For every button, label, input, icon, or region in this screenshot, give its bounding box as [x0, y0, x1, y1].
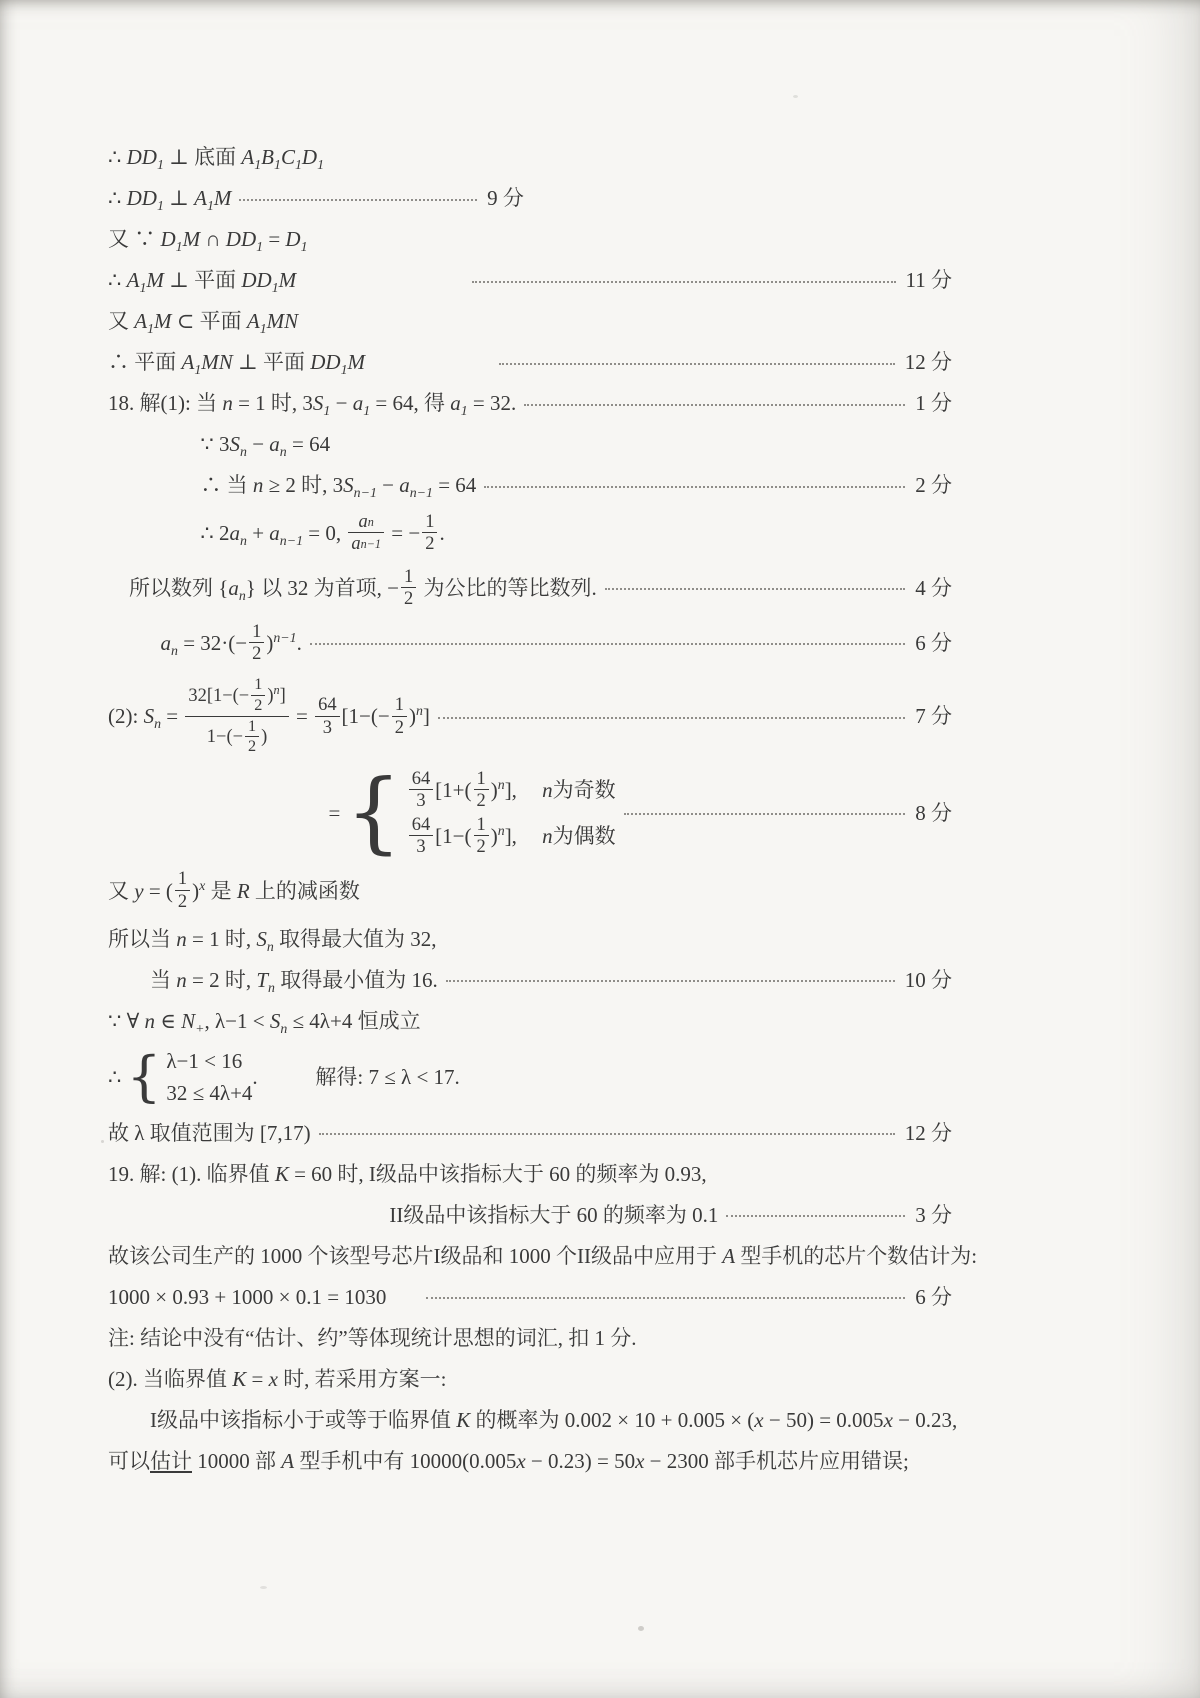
text-run: ∵ $3S_n - a_n = 64$ — [200, 432, 331, 460]
numerator: 1 — [476, 813, 486, 834]
text-run: [1−( — [435, 823, 472, 848]
text-run: 可以 — [108, 1449, 150, 1474]
numerator: 64 — [411, 767, 431, 788]
fraction — [249, 622, 264, 665]
fraction — [185, 676, 288, 756]
document-line — [108, 389, 1000, 418]
cases-rows — [407, 769, 616, 858]
text-run: )$^n$] — [267, 682, 286, 705]
denominator: 2 — [425, 533, 435, 554]
fraction — [474, 769, 489, 812]
score-label: 6 分 — [915, 1285, 952, 1310]
text-run: ∴ 平面 $A_1MN$ ⊥ 平面 $DD_1M$ — [108, 350, 366, 378]
text-run: 10000 部 A 型手机中有 10000(0.005x − 0.23) = 50x − 2300 部手机芯片应用错误; — [192, 1449, 909, 1474]
score-label: 8 分 — [915, 800, 952, 825]
score-label: 11 分 — [905, 268, 952, 293]
fraction — [392, 695, 407, 738]
cases-row — [407, 815, 616, 858]
cases-block — [126, 1043, 253, 1108]
text-run: 注: 结论中没有“估计、约”等体现统计思想的词汇, 扣 1 分. — [108, 1326, 637, 1351]
document-line — [108, 1242, 1000, 1271]
document-line — [108, 1043, 1000, 1108]
document-line — [108, 307, 1000, 336]
spacer — [365, 362, 491, 363]
numerator: 64 — [318, 694, 337, 715]
document-body — [108, 0, 1000, 1488]
text-run: )$^x$ 是 R 上的减函数 — [192, 877, 360, 903]
cases-row — [166, 1079, 252, 1107]
text-run: ∴ — [108, 1064, 127, 1089]
text-run: 又 $A_1M$ ⊂ 平面 $A_1MN$ — [108, 309, 299, 337]
score-label: 9 分 — [487, 186, 524, 211]
cases-row — [407, 769, 616, 812]
denominator: 3 — [416, 835, 426, 856]
underlined-text: 估计 — [150, 1449, 192, 1474]
text-run: 又 y = ( — [108, 878, 173, 903]
scan-speck — [638, 1626, 644, 1631]
numerator: 1 — [248, 716, 257, 735]
text-run: II级品中该指标大于 60 的频率为 0.1 — [389, 1203, 719, 1228]
scan-speck — [101, 1140, 104, 1143]
text-run: = − — [386, 521, 421, 546]
document-line — [108, 567, 1000, 610]
text-run: 1−(− — [206, 725, 244, 746]
text-run: $a_n = 32\cdot(-$ — [160, 630, 248, 659]
scan-speck — [260, 1586, 267, 1589]
text-run: . — [439, 521, 445, 546]
dot-leader — [319, 1133, 895, 1135]
spacer — [386, 1297, 418, 1298]
text-run: ∴ $DD_1$ ⊥ $A_1M$ — [108, 186, 232, 214]
document-line — [108, 1365, 1000, 1394]
document-line — [108, 143, 1000, 172]
document-line — [108, 1201, 1000, 1230]
text-run: 解得: 7 ≤ λ < 17. — [315, 1064, 460, 1089]
text-run: 为公比的等比数列. — [418, 576, 597, 601]
document-line — [108, 924, 1000, 953]
denominator: 2 — [476, 790, 486, 811]
document-line — [108, 1283, 1000, 1312]
dot-leader — [605, 588, 906, 590]
dot-leader — [446, 980, 895, 982]
denominator: 2 — [394, 716, 404, 737]
fraction — [401, 567, 416, 610]
text-run: ∵ ∀ n ∈ $N_+$, $\lambda-1 < S_n \le 4\lambda+4$ 恒成立 — [108, 1008, 421, 1036]
denominator: 2 — [254, 695, 263, 714]
dot-leader — [524, 404, 905, 406]
score-label: 12 分 — [904, 350, 952, 375]
dot-leader — [484, 486, 905, 488]
fraction — [422, 512, 437, 555]
spacer — [263, 1077, 316, 1078]
cases-rows — [166, 1047, 252, 1107]
fraction — [315, 695, 339, 738]
fraction — [474, 815, 489, 858]
fraction — [409, 769, 433, 812]
text-run: (2): $S_n$ = — [108, 704, 184, 732]
text-run: = — [328, 800, 346, 825]
text-run: 1000 × 0.93 + 1000 × 0.1 = 1030 — [108, 1285, 387, 1310]
text-run: ∴ $2a_n + a_{n-1} = 0$, — [200, 521, 347, 549]
text-run: ∴ 当 n ≥ 2 时, $3S_{n-1} - a_{n-1} = 64$ — [200, 473, 477, 501]
text-run: I级品中该指标小于或等于临界值 K 的概率为 0.002 × 10 + 0.005 × (x − 50) = 0.005x − 0.23, — [150, 1408, 958, 1433]
text-run: 所以当 n = 1 时, $S_n$ 取得最大值为 32, — [108, 926, 437, 954]
text-run: )$^n$], — [490, 776, 517, 802]
fraction — [348, 512, 384, 555]
dot-leader — [239, 199, 477, 201]
denominator: 2 — [403, 588, 414, 609]
document-line — [108, 471, 1000, 500]
text-run: 19. 解: (1). 临界值 K = 60 时, I级品中该指标大于 60 的频率为 0.93, — [108, 1162, 707, 1187]
dot-leader — [438, 717, 905, 719]
denominator: 2 — [476, 835, 486, 856]
denominator: 2 — [177, 890, 188, 911]
denominator: 2 — [252, 643, 262, 664]
numerator: 1 — [403, 565, 414, 586]
document-line — [108, 266, 1000, 295]
numerator: a n — [358, 511, 374, 531]
text-run: (2). 当临界值 K = x 时, 若采用方案一: — [108, 1367, 447, 1392]
text-run: 故 λ 取值范围为 [7,17) — [108, 1121, 311, 1146]
score-label: 2 分 — [915, 473, 952, 498]
spacer — [517, 835, 542, 836]
text-run: 又 ∵ $D_1M$ ∩ $DD_1 = D_1$ — [108, 227, 308, 255]
text-run: n为偶数 — [542, 823, 616, 848]
document-line — [108, 622, 1000, 665]
score-label: 6 分 — [915, 630, 952, 655]
text-run: [1+( — [435, 777, 472, 802]
text-run: 18. 解(1): 当 n = 1 时, $3S_1 - a_1 = 64$, 得 $a_1 = 32$. — [108, 391, 517, 419]
score-label: 4 分 — [915, 576, 952, 601]
document-line — [108, 1447, 1000, 1476]
denominator: a n−1 — [351, 533, 382, 554]
document-line — [108, 676, 1000, 756]
numerator: 1 — [254, 675, 263, 694]
denominator — [204, 717, 271, 757]
text-run: )$^n$] — [408, 703, 430, 729]
denominator: 3 — [416, 790, 426, 811]
dot-leader — [472, 281, 895, 283]
dot-leader — [499, 363, 895, 365]
fraction — [175, 869, 190, 912]
document-line — [108, 430, 1000, 459]
document-line — [108, 759, 1000, 863]
document-line — [108, 184, 572, 213]
text-run: 32[1−(− — [188, 684, 250, 705]
score-label: 7 分 — [915, 704, 952, 729]
text-run: ∴ $A_1M$ ⊥ 平面 $DD_1M$ — [108, 268, 297, 296]
text-run: )$^n$], — [490, 822, 517, 848]
denominator: 3 — [322, 716, 332, 737]
document-line — [108, 1406, 1000, 1435]
numerator: 1 — [476, 767, 486, 788]
text-run: . — [252, 1064, 263, 1089]
document-line — [108, 1006, 1000, 1035]
text-run: ) — [261, 725, 268, 746]
text-run: λ−1 < 16 — [166, 1049, 243, 1074]
numerator: 1 — [394, 694, 404, 715]
document-line — [108, 1324, 1000, 1353]
score-label: 12 分 — [904, 1121, 952, 1146]
score-label: 3 分 — [915, 1203, 952, 1228]
text-run: 当 n = 2 时, $T_n$ 取得最小值为 16. — [150, 967, 438, 995]
text-run: 32 ≤ 4λ+4 — [166, 1080, 253, 1105]
numerator: 1 — [425, 511, 435, 531]
score-label: 1 分 — [915, 391, 952, 416]
spacer — [296, 280, 464, 281]
numerator: 64 — [411, 813, 431, 834]
text-run: 故该公司生产的 1000 个该型号芯片I级品和 1000 个II级品中应用于 A 型手机的芯片个数估计为: — [108, 1244, 978, 1269]
document-line — [108, 1160, 1000, 1189]
document-line — [108, 869, 1000, 912]
numerator: 1 — [177, 868, 188, 889]
dot-leader — [310, 643, 905, 645]
scan-speck — [793, 95, 798, 98]
text-run: = — [290, 704, 314, 729]
document-line — [108, 348, 1000, 377]
curly-brace: { — [345, 759, 402, 863]
fraction — [251, 676, 265, 714]
numerator: 1 — [252, 620, 262, 641]
text-run: [1−(− — [341, 704, 390, 729]
cases-block — [345, 759, 616, 863]
curly-brace: { — [126, 1043, 162, 1108]
dot-leader — [726, 1215, 905, 1217]
text-run: n为奇数 — [542, 777, 616, 802]
denominator: 2 — [248, 736, 257, 755]
document-line — [108, 965, 1000, 994]
numerator — [185, 676, 288, 715]
fraction — [245, 718, 259, 756]
score-label: 10 分 — [904, 967, 952, 992]
document-line — [108, 225, 1000, 254]
spacer — [517, 790, 542, 791]
text-run: 所以数列 $\{a_n\}$ 以 32 为首项, − — [129, 576, 399, 604]
dot-leader — [426, 1297, 905, 1299]
document-line — [108, 512, 1000, 555]
text-run: ∴ $DD_1$ ⊥ 底面 $A_1B_1C_1D_1$ — [108, 145, 324, 173]
document-line — [108, 1119, 1000, 1148]
cases-row — [166, 1047, 252, 1075]
text-run: )$^{n-1}$. — [266, 629, 302, 655]
dot-leader — [624, 813, 906, 815]
fraction — [409, 815, 433, 858]
